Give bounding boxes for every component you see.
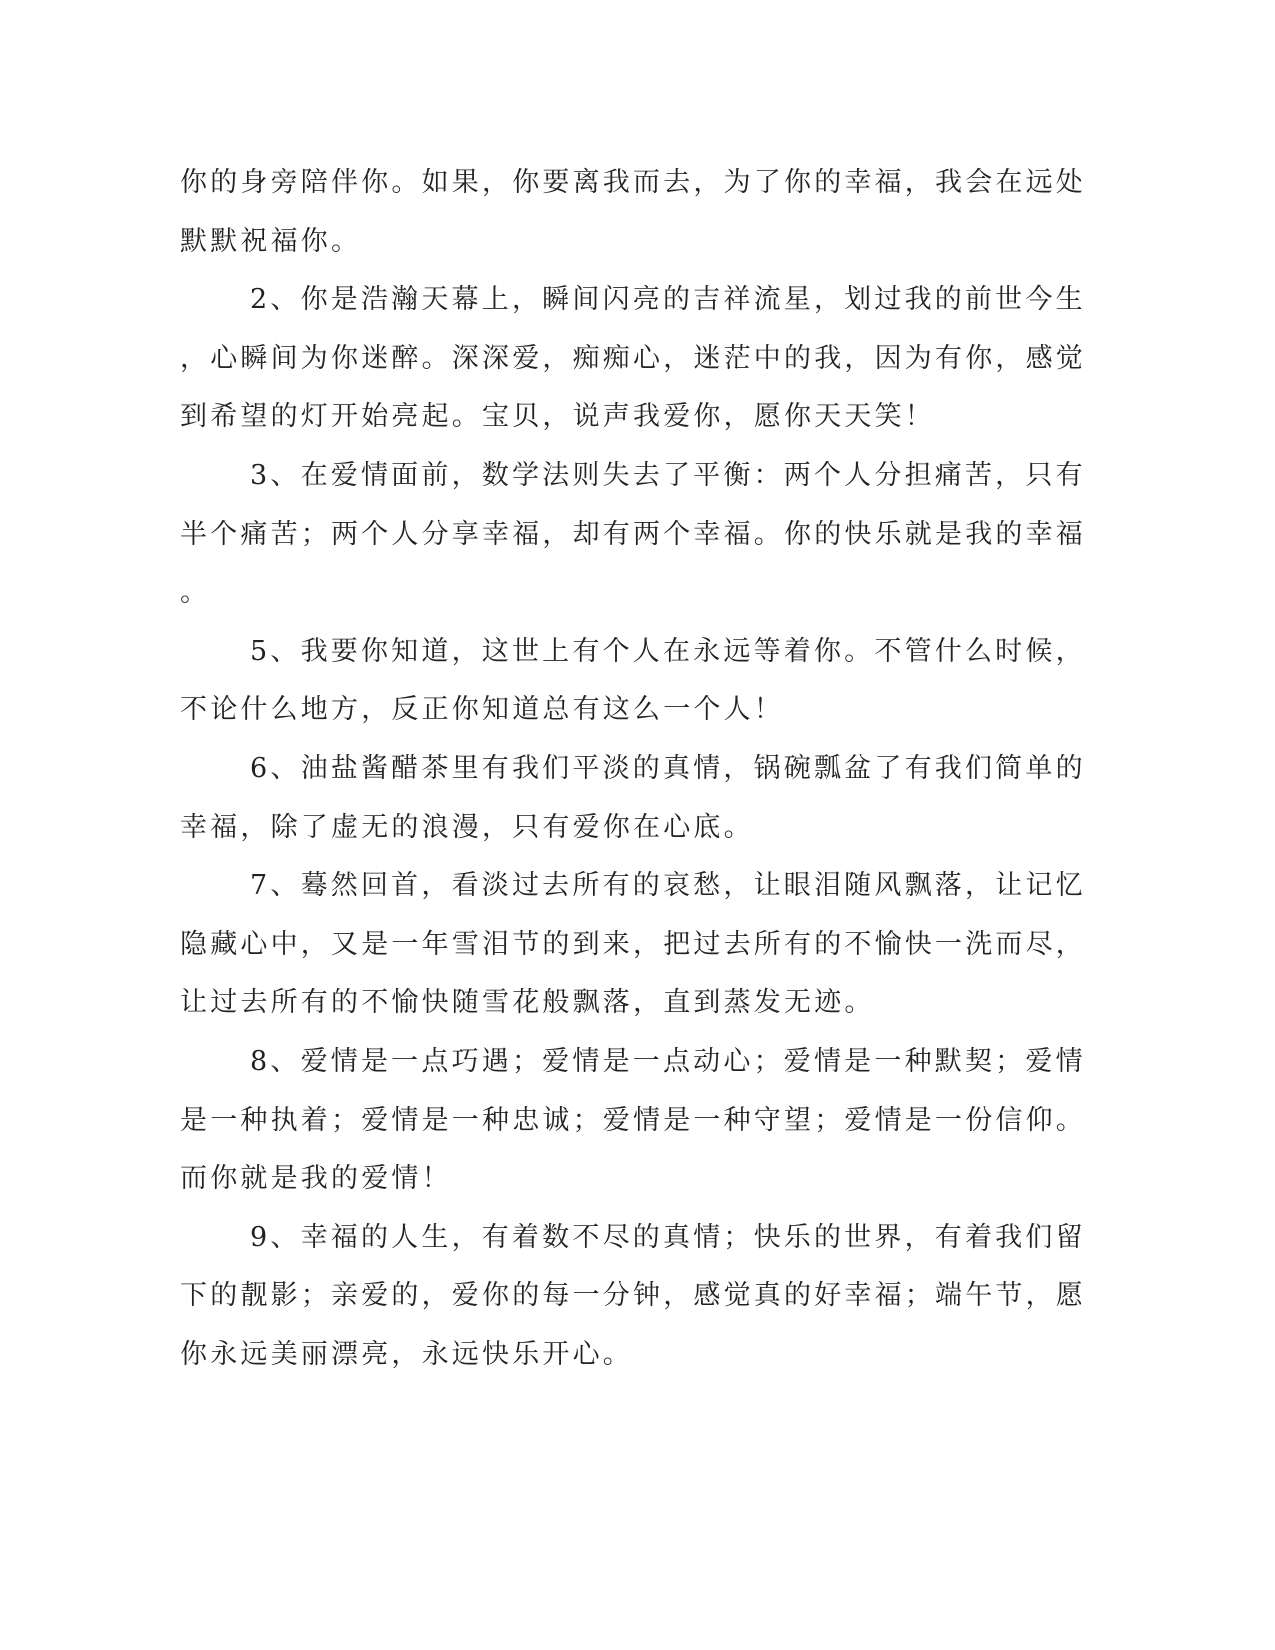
text-line: 是一种执着；爱情是一种忠诚；爱情是一种守望；爱情是一份信仰。: [180, 1104, 1086, 1136]
text-line: 2、你是浩瀚天幕上，瞬间闪亮的吉祥流星，划过我的前世今生: [250, 284, 1086, 316]
text-line: 让过去所有的不愉快随雪花般飘落，直到蒸发无迹。: [180, 987, 875, 1019]
paragraph-item-2: [180, 271, 1086, 447]
text-line: 。: [180, 577, 211, 609]
text-line: 不论什么地方，反正你知道总有这么一个人！: [180, 694, 784, 726]
text-line: ，心瞬间为你迷醉。深深爱，痴痴心，迷茫中的我，因为有你，感觉: [180, 342, 1086, 374]
paragraph-item-5: [180, 623, 1086, 740]
text-line: 你的身旁陪伴你。如果，你要离我而去，为了你的幸福，我会在远处: [180, 167, 1086, 198]
paragraph-item-9: [180, 1209, 1086, 1385]
text-line: 而你就是我的爱情！: [180, 1163, 452, 1195]
paragraph-item-7: [180, 857, 1086, 1033]
text-line: 9、幸福的人生，有着数不尽的真情；快乐的世界，有着我们留: [250, 1221, 1086, 1253]
paragraph-item-8: [180, 1033, 1086, 1209]
text-line: 幸福，除了虚无的浪漫，只有爱你在心底。: [180, 811, 754, 843]
text-line: 8、爱情是一点巧遇；爱情是一点动心；爱情是一种默契；爱情: [250, 1045, 1086, 1077]
text-line: 下的靓影；亲爱的，爱你的每一分钟，感觉真的好幸福；端午节，愿: [180, 1280, 1086, 1312]
text-line: 7、蓦然回首，看淡过去所有的哀愁，让眼泪随风飘落，让记忆: [250, 870, 1086, 902]
text-line: 到希望的灯开始亮起。宝贝，说声我爱你，愿你天天笑！: [180, 401, 935, 433]
text-line: 你永远美丽漂亮，永远快乐开心。: [180, 1338, 633, 1370]
text-line: 隐藏心中，又是一年雪泪节的到来，把过去所有的不愉快一洗而尽，: [180, 928, 1086, 960]
text-line: 半个痛苦；两个人分享幸福，却有两个幸福。你的快乐就是我的幸福: [180, 518, 1086, 550]
text-line: 默默祝福你。: [180, 225, 362, 257]
text-line: 6、油盐酱醋茶里有我们平淡的真情，锅碗瓢盆了有我们简单的: [250, 752, 1086, 784]
document-body: [180, 154, 1086, 1384]
paragraph-item-6: [180, 740, 1086, 857]
paragraph-item-3: [180, 447, 1086, 623]
text-line: 5、我要你知道，这世上有个人在永远等着你。不管什么时候，: [250, 635, 1086, 667]
text-line: 3、在爱情面前，数学法则失去了平衡：两个人分担痛苦，只有: [250, 459, 1086, 491]
paragraph-continuation: [180, 154, 1086, 271]
